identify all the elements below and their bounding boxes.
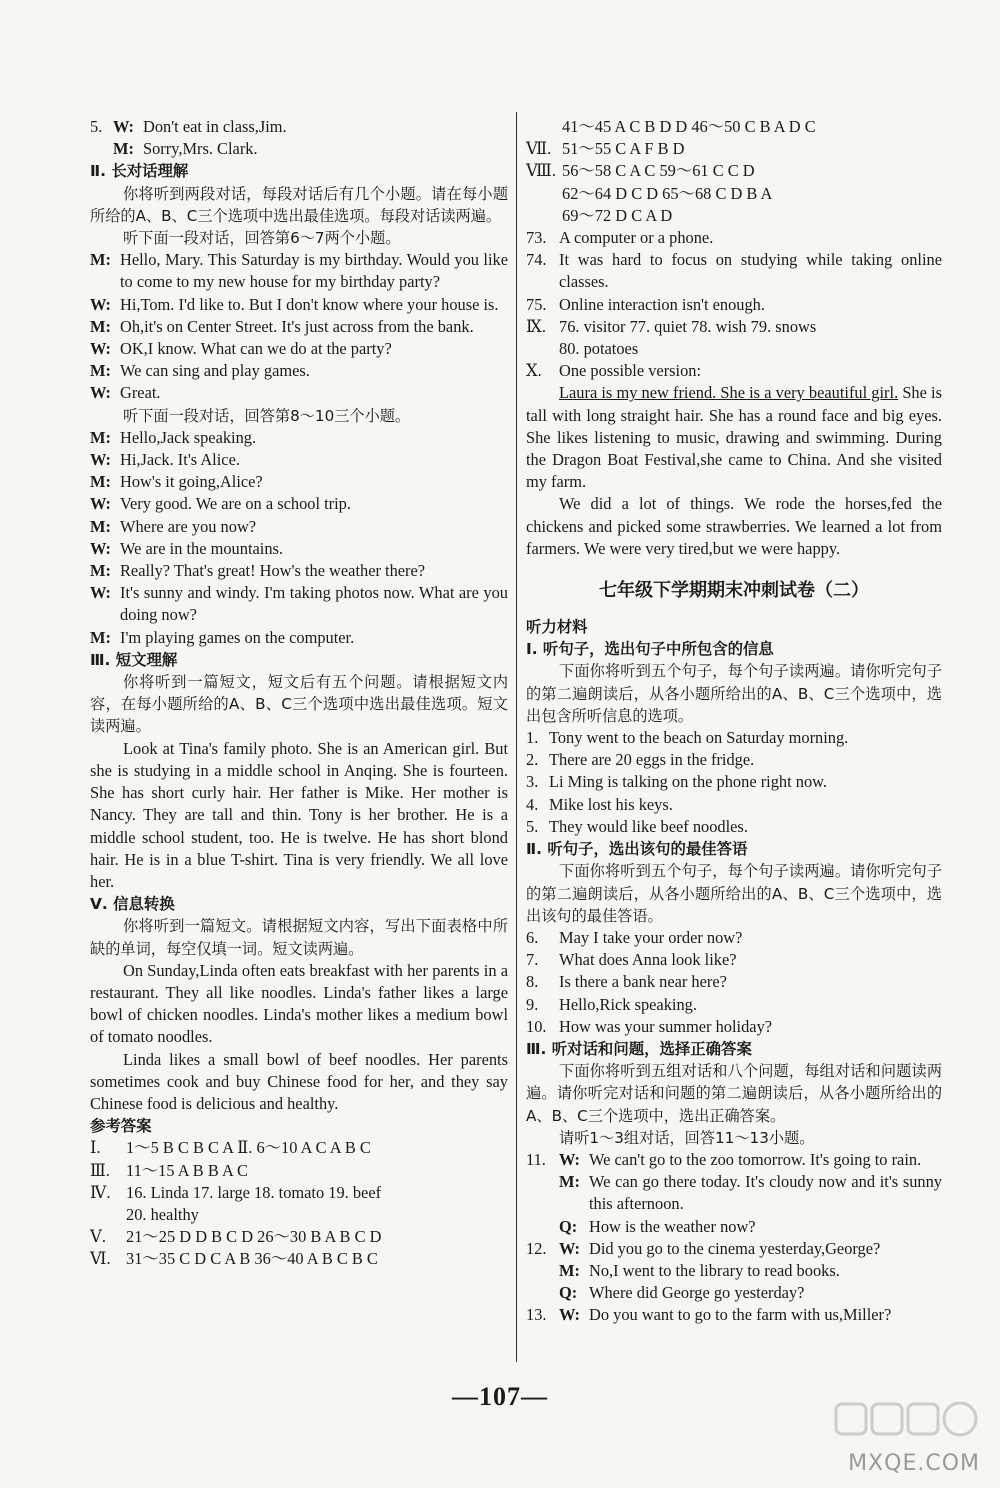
dialogue-text: We are in the mountains. (120, 538, 283, 558)
list-item (90, 1204, 508, 1226)
instructions: 下面你将听到五个句子，每个句子读两遍。请你听完句子的第二遍朗读后，从各小题所给出的A、B、C三个选项中，选出该句的最佳答语。 (526, 862, 942, 925)
dialogue-text: Hi,Jack. It's Alice. (120, 450, 240, 470)
right-column (526, 116, 942, 1327)
dialogue-text: I'm playing games on the computer. (120, 627, 355, 647)
speaker-label: W: (90, 383, 111, 403)
item-text: How was your summer holiday? (559, 1016, 773, 1036)
item-number: 9. (526, 994, 539, 1014)
dialogue-line (90, 560, 508, 582)
speaker-label: W: (90, 339, 111, 359)
section-heading: 听力材料 (526, 618, 588, 637)
dialogue-1 (90, 249, 508, 404)
item-number: 5. (526, 816, 539, 836)
dialogue-text: Oh,it's on Center Street. It's just across from the bank. (120, 316, 474, 336)
item-number: 2. (526, 750, 539, 770)
column-divider (516, 112, 517, 1362)
item-text: 1～5 B C B C A Ⅱ. 6～10 A C A B C (126, 1138, 371, 1158)
item-text: There are 20 eggs in the fridge. (549, 750, 755, 770)
instructions: 你将听到一篇短文。请根据短文内容，写出下面表格中所缺的单词，每空仅填一词。短文读两遍。 (90, 917, 508, 958)
answer-line: 73. A computer or a phone. (526, 228, 714, 248)
item-number: Ⅳ. (90, 1182, 111, 1202)
instructions: 你将听到一篇短文，短文后有五个问题。请根据短文内容，在每小题所给的A、B、C三个选项中选出最佳选项。短文读两遍。 (90, 673, 508, 736)
dialogue-line: M: No,I went to the library to read books. (559, 1260, 840, 1280)
list-item (526, 205, 942, 227)
item-text: May I take your order now? (559, 927, 743, 947)
dialogue-2 (90, 427, 508, 649)
speaker-label: W: (90, 494, 111, 514)
item-text: 31～35 C D C A B 36～40 A B C B C (126, 1249, 378, 1269)
dialogue-line (90, 338, 508, 360)
speaker-label: M: (90, 427, 111, 447)
speaker-label: M: (90, 627, 111, 647)
dialogue-line (90, 449, 508, 471)
item-text: 62～64 D C D 65～68 C D B A (562, 183, 773, 203)
speaker-label: M: (90, 472, 111, 492)
dialogue-line (90, 493, 508, 515)
dialogue-text: Hi,Tom. I'd like to. But I don't know where your house is. (120, 294, 499, 314)
dialogue-line: Q: How is the weather now? (559, 1216, 756, 1236)
item-text: 20. healthy (126, 1204, 199, 1224)
item-text: 41～45 A C B D D 46～50 C B A D C (562, 117, 816, 136)
item-text: 69～72 D C A D (562, 205, 673, 225)
dialogue-line (90, 382, 508, 404)
item-text: Is there a bank near here? (559, 972, 727, 992)
item-number: Ⅰ. (90, 1138, 101, 1158)
item-text: 21～25 D D B C D 26～30 B A B C D (126, 1227, 382, 1247)
list-item (90, 1137, 508, 1159)
dialogue-text: Where are you now? (120, 516, 257, 536)
dialogue-text: Hello,Jack speaking. (120, 427, 257, 447)
item-text: 11～15 A B B A C (126, 1160, 248, 1180)
dialogue-line (90, 294, 508, 316)
answer-line: Ⅹ. One possible version: (526, 361, 702, 381)
dialogue-line: Q: Where did George go yesterday? (559, 1283, 805, 1303)
item-number: 1. (526, 728, 539, 748)
answer-key-right (526, 116, 942, 227)
page-number: —107— (452, 1382, 548, 1411)
speaker-label: M: (90, 361, 111, 381)
section-heading: Ⅲ. 听对话和问题，选择正确答案 (526, 1039, 752, 1058)
left-column (90, 116, 508, 1271)
dialogue-line (90, 538, 508, 560)
instructions: 你将听到两段对话，每段对话后有几个小题。请在每小题所给的A、B、C三个选项中选出最佳选项。每段对话读两遍。 (90, 184, 508, 225)
dialogue-line (90, 427, 508, 449)
item-text: Hello,Rick speaking. (559, 994, 697, 1014)
watermark-text: MXQE.COM (848, 1451, 980, 1476)
passage: Look at Tina's family photo. She is an American girl. But she is studying in a middle school in Anqing. She is fourteen. She has short curly hair. Her father is Mike. Her mother is Nancy. They are tall and thin. Tony is her brother. He is a middle school student, too. He is twelve. He has short blond hair. He is in a blue T-shirt. Tina is very friendly. We all love her. (90, 738, 508, 891)
answer-line: 74. It was hard to focus on studying while taking online classes. (526, 250, 942, 292)
sentence-list-2 (526, 927, 942, 1038)
list-item (526, 749, 942, 771)
dialogue-text: Hello, Mary. This Saturday is my birthday. Would you like to come to my new house for my birthday party? (120, 250, 508, 292)
passage: On Sunday,Linda often eats breakfast with her parents in a restaurant. They all like noodles. Linda's father likes a large bowl of chicken noodles. Linda's mother likes a medium bowl of tomato noodles. (90, 960, 508, 1047)
exam-title: 七年级下学期期末冲刺试卷（二） (599, 580, 869, 602)
dialogue-line (90, 360, 508, 382)
answer-line: 80. potatoes (559, 339, 639, 359)
dialogue-line (90, 249, 508, 293)
dialogue-line (90, 516, 508, 538)
dialogue-text: Really? That's great! How's the weather there? (120, 561, 426, 581)
item-number: 10. (526, 1016, 547, 1036)
essay-paragraph: Laura is my new friend. She is a very beautiful girl. She is tall with long straight hair. She has a round face and big eyes. She likes listening to music, drawing and swimming. During the Dragon Boat Festival,she came to China. And she visited my farm. (526, 383, 942, 492)
question-12: 12. W: Did you go to the cinema yesterday,George? (526, 1238, 881, 1258)
dialogue-text: How's it going,Alice? (120, 472, 263, 492)
list-item (526, 727, 942, 749)
sub-instructions: 听下面一段对话，回答第6～7两个小题。 (123, 229, 401, 248)
speaker-label: M: (90, 516, 111, 536)
dialogue-text: Great. (120, 383, 161, 403)
item-text: Tony went to the beach on Saturday morning. (549, 728, 849, 748)
item-number: 4. (526, 794, 539, 814)
dialogue-line (90, 627, 508, 649)
answer-line: 75. Online interaction isn't enough. (526, 294, 765, 314)
answer-key-left (90, 1137, 508, 1270)
passage: Linda likes a small bowl of beef noodles. Her parents sometimes cook and buy Chinese food for her, and they say Chinese food is delicious and healthy. (90, 1049, 508, 1113)
item-number: Ⅷ. (526, 161, 556, 181)
sub-instructions: 听下面一段对话，回答第8～10三个小题。 (123, 406, 411, 425)
dialogue-line: M: Sorry,Mrs. Clark. (113, 139, 258, 159)
dialogue-line (90, 316, 508, 338)
speaker-label: M: (90, 316, 111, 336)
list-item (526, 816, 942, 838)
dialogue-line: M: We can go there today. It's cloudy now and it's sunny this afternoon. (559, 1172, 942, 1214)
item-text: 16. Linda 17. large 18. tomato 19. beef (126, 1182, 382, 1202)
question-11: 11. W: We can't go to the zoo tomorrow. It's going to rain. (526, 1149, 922, 1169)
list-item (526, 994, 942, 1016)
speaker-label: M: (90, 250, 111, 270)
essay-paragraph: We did a lot of things. We rode the horses,fed the chickens and picked some strawberries. We learned a lot from farmers. We were very tired,but we were happy. (526, 494, 942, 558)
list-item (526, 1016, 942, 1038)
dialogue-line (90, 471, 508, 493)
answer-line: Ⅸ. 76. visitor 77. quiet 78. wish 79. snows (526, 316, 817, 336)
item-text: Mike lost his keys. (549, 794, 673, 814)
list-item (526, 183, 942, 205)
speaker-label: W: (90, 583, 111, 603)
item-text: 51～55 C A F B D (562, 139, 685, 159)
dialogue-text: Very good. We are on a school trip. (120, 494, 351, 514)
list-item (526, 160, 942, 182)
dialogue-line (90, 582, 508, 626)
list-item (90, 1160, 508, 1182)
item-number: 7. (526, 950, 539, 970)
sentence-list-1 (526, 727, 942, 838)
sub-instructions: 请听1～3组对话，回答11～13小题。 (559, 1128, 815, 1147)
section-heading: Ⅰ. 听句子，选出句子中所包含的信息 (526, 640, 774, 659)
dialogue-text: OK,I know. What can we do at the party? (120, 339, 392, 359)
list-item (526, 116, 942, 138)
dialogue-line: 5. W: Don't eat in class,Jim. (90, 117, 287, 136)
dialogue-text: We can sing and play games. (120, 361, 310, 381)
item-text: Li Ming is talking on the phone right now. (549, 772, 828, 792)
list-item (90, 1182, 508, 1204)
section-heading: Ⅴ. 信息转换 (90, 895, 175, 914)
item-number: 6. (526, 927, 539, 947)
item-number: 3. (526, 772, 539, 792)
speaker-label: W: (90, 450, 111, 470)
list-item (526, 949, 942, 971)
list-item (526, 971, 942, 993)
section-heading: Ⅱ. 长对话理解 (90, 162, 189, 181)
list-item (526, 138, 942, 160)
speaker-label: W: (90, 538, 111, 558)
list-item (526, 927, 942, 949)
speaker-label: M: (90, 561, 111, 581)
item-number: 8. (526, 972, 539, 992)
item-text: 56～58 C A C 59～61 C C D (562, 161, 755, 181)
instructions: 下面你将听到五个句子，每个句子读两遍。请你听完句子的第二遍朗读后，从各小题所给出的A、B、C三个选项中，选出包含所听信息的选项。 (526, 662, 942, 725)
speaker-label: W: (90, 294, 111, 314)
item-number: Ⅲ. (90, 1160, 110, 1180)
dialogue-text: It's sunny and windy. I'm taking photos now. What are you doing now? (120, 583, 508, 625)
list-item (526, 771, 942, 793)
list-item (90, 1226, 508, 1248)
section-heading: Ⅱ. 听句子，选出该句的最佳答语 (526, 840, 748, 859)
instructions: 下面你将听到五组对话和八个问题，每组对话和问题读两遍。请你听完对话和问题的第二遍朗读后，从各小题所给出的A、B、C三个选项中，选出正确答案。 (526, 1062, 942, 1125)
item-number: Ⅴ. (90, 1227, 106, 1247)
item-number: Ⅵ. (90, 1249, 111, 1269)
list-item (90, 1248, 508, 1270)
section-heading: Ⅲ. 短文理解 (90, 650, 178, 669)
item-number: Ⅶ. (526, 139, 552, 159)
item-text: What does Anna look like? (559, 950, 737, 970)
essay-topic-sentence: Laura is my new friend. She is a very beautiful girl. (559, 383, 899, 403)
list-item (526, 794, 942, 816)
item-text: They would like beef noodles. (549, 816, 748, 836)
question-13: 13. W: Do you want to go to the farm with us,Miller? (526, 1305, 892, 1325)
answer-key-heading: 参考答案 (90, 1117, 152, 1136)
